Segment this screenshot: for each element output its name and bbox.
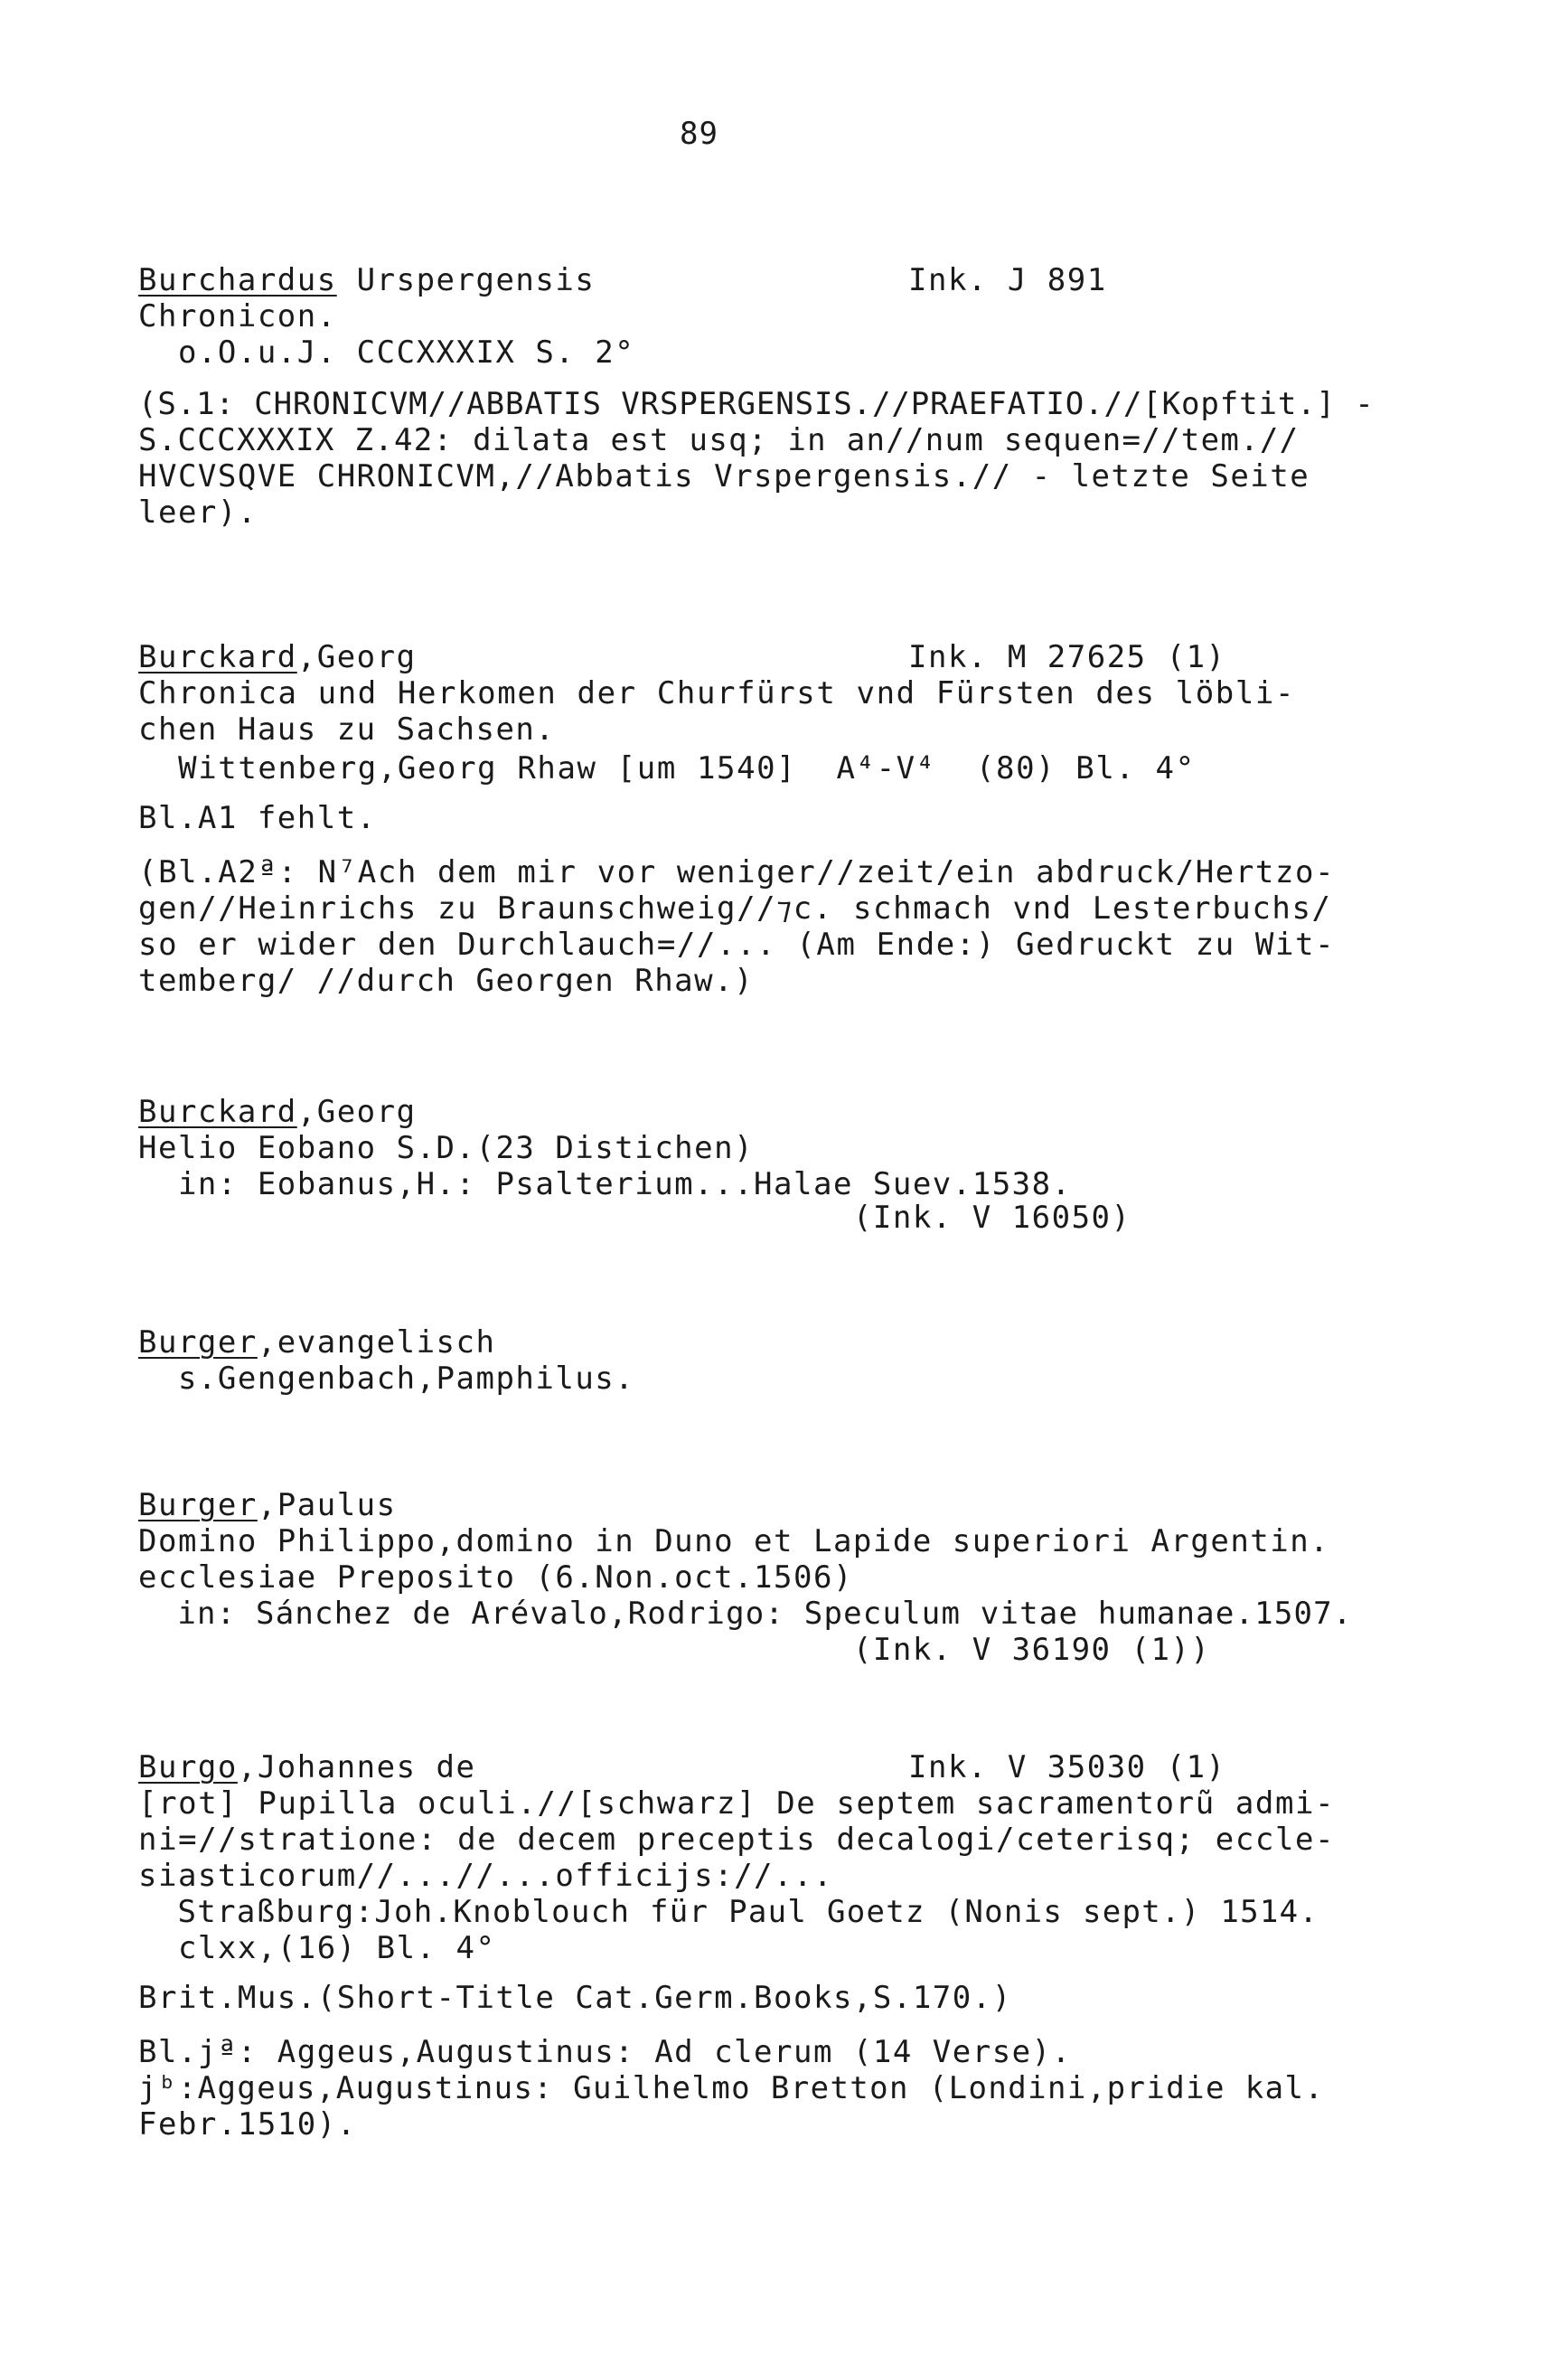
entry-line: in: Sánchez de Arévalo,Rodrigo: Speculum vitae humanae.1507. xyxy=(138,1596,1353,1632)
shelfmark: Ink. V 35030 (1) xyxy=(908,1749,1226,1785)
entry-line: [rot] Pupilla oculi.//[schwarz] De septem sacramentorũ admi- xyxy=(138,1785,1336,1822)
entry-line: Helio Eobano S.D.(23 Distichen) xyxy=(138,1130,755,1166)
entry-author: Burgo xyxy=(138,1749,238,1785)
entry-author: Burger xyxy=(138,1324,258,1361)
entry-line: temberg/ //durch Georgen Rhaw.) xyxy=(138,963,755,999)
entry-line: jᵇ:Aggeus,Augustinus: Guilhelmo Bretton (Londini,pridie kal. xyxy=(138,2070,1325,2106)
entry-line: (Bl.A2ª: N⁷Ach dem mir vor weniger//zeit/ein abdruck/Hertzo- xyxy=(138,854,1336,890)
shelfmark: Ink. M 27625 (1) xyxy=(908,639,1226,675)
entry-line: Brit.Mus.(Short-Title Cat.Germ.Books,S.170.) xyxy=(138,1980,1012,2016)
entry-author-rest: ,Johannes de xyxy=(237,1749,476,1785)
entry-line: so er wider den Durchlauch=//... (Am Ende:) Gedruckt zu Wit- xyxy=(138,927,1336,963)
page-number: 89 xyxy=(680,116,718,152)
entry-line: Wittenberg,Georg Rhaw [um 1540] A⁴-V⁴ (80) Bl. 4° xyxy=(138,750,1196,786)
entry-line: Straßburg:Joh.Knoblouch für Paul Goetz (Nonis sept.) 1514. xyxy=(138,1894,1319,1930)
entry-line: HVCVSQVE CHRONICVM,//Abbatis Vrspergensis.// - letzte Seite xyxy=(138,458,1310,494)
entry-author-rest: ,Georg xyxy=(296,639,417,675)
entry-line: ni=//stratione: de decem preceptis decalogi/ceterisq; eccle- xyxy=(138,1822,1336,1858)
entry-author: Burchardus xyxy=(138,262,337,298)
entry-line: (Ink. V 16050) xyxy=(138,1200,1131,1236)
entry-heading xyxy=(138,1749,476,1785)
entry-author: Burckard xyxy=(138,639,297,675)
entry-line: Febr.1510). xyxy=(138,2106,357,2143)
entry-heading xyxy=(138,1094,417,1130)
entry-line: Chronicon. xyxy=(138,298,337,334)
entry-line: Domino Philippo,domino in Duno et Lapide superiori Argentin. xyxy=(138,1523,1330,1559)
entry-line: siasticorum//...//...officijs://... xyxy=(138,1858,833,1894)
entry-heading xyxy=(138,1487,397,1523)
entry-heading xyxy=(138,639,417,675)
entry-line: ecclesiae Preposito (6.Non.oct.1506) xyxy=(138,1559,853,1596)
entry-author-rest: Urspergensis xyxy=(336,262,596,298)
entry-line: Bl.jª: Aggeus,Augustinus: Ad clerum (14 Verse). xyxy=(138,2034,1072,2070)
entry-line: Bl.A1 fehlt. xyxy=(138,800,377,836)
entry-author-rest: ,evangelisch xyxy=(257,1324,496,1361)
entry-line: S.CCCXXXIX Z.42: dilata est usq; in an//num sequen=//tem.// xyxy=(138,422,1300,458)
entry-line: s.Gengenbach,Pamphilus. xyxy=(138,1361,635,1397)
entry-line: in: Eobanus,H.: Psalterium...Halae Suev.1538. xyxy=(138,1166,1072,1202)
entry-author: Burger xyxy=(138,1487,258,1523)
entry-author-rest: ,Georg xyxy=(296,1094,417,1130)
entry-line: clxx,(16) Bl. 4° xyxy=(138,1930,496,1966)
entry-line: o.O.u.J. CCCXXXIX S. 2° xyxy=(138,334,635,371)
entry-author: Burckard xyxy=(138,1094,297,1130)
shelfmark: Ink. J 891 xyxy=(908,262,1107,298)
entry-author-rest: ,Paulus xyxy=(257,1487,397,1523)
entry-line: leer). xyxy=(138,494,258,531)
entry-line: chen Haus zu Sachsen. xyxy=(138,711,556,748)
entry-heading xyxy=(138,262,595,298)
entry-line: (S.1: CHRONICVM//ABBATIS VRSPERGENSIS.//PRAEFATIO.//[Kopftit.] - xyxy=(138,386,1375,422)
entry-line: Chronica und Herkomen der Churfürst vnd Fürsten des löbli- xyxy=(138,675,1296,711)
entry-heading xyxy=(138,1324,495,1361)
entry-line: gen//Heinrichs zu Braunschweig//⁊c. schmach vnd Lesterbuchs/ xyxy=(138,890,1332,927)
entry-line: (Ink. V 36190 (1)) xyxy=(138,1632,1211,1668)
